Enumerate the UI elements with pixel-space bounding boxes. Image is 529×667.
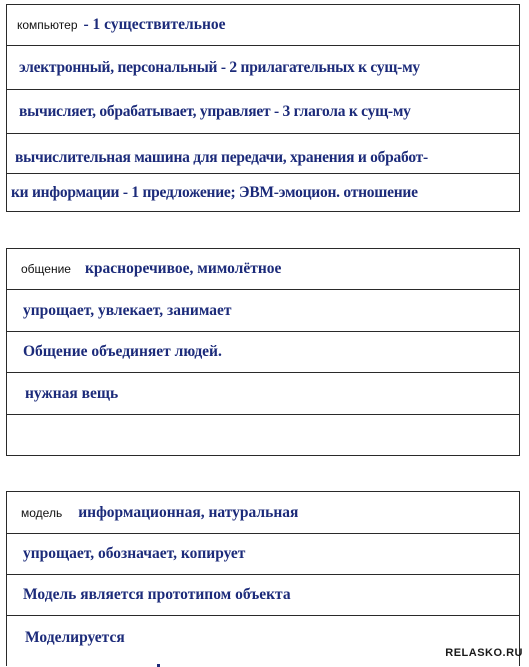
cinquain-card-computer: [6, 4, 520, 212]
verbs-text: вычисляет, обрабатывает, управляет - 3 глагола к сущ-му: [19, 102, 411, 120]
card-row-2: [7, 46, 519, 90]
cinquain-card-communication: [6, 248, 520, 456]
adjectives-text: информационная, натуральная: [78, 503, 299, 521]
card-header-word: модель: [21, 505, 63, 520]
card-header-word: компьютер: [17, 18, 78, 32]
noun-count-text: - 1 существительное: [83, 16, 226, 33]
card-row-2: [7, 534, 519, 575]
sentence-text-part2: ки информации - 1 предложение; ЭВМ-эмоцион. отношение: [11, 183, 418, 201]
card-row-5: [7, 415, 519, 457]
card-row-4: [7, 373, 519, 415]
adjectives-text: красноречивое, мимолётное: [84, 260, 282, 277]
card-row-5: [7, 174, 519, 211]
synonym-text: Моделируется: [25, 628, 125, 646]
card-row-2: [7, 290, 519, 332]
card-row-3: [7, 332, 519, 373]
verbs-text: упрощает, увлекает, занимает: [23, 301, 232, 319]
synonym-text: нужная вещь: [25, 384, 119, 402]
card-row-3: [7, 90, 519, 134]
card-row-1: [7, 5, 519, 46]
card-row-4: [7, 616, 519, 667]
card-header-word: общение: [21, 262, 71, 276]
verbs-text: упрощает, обозначает, копирует: [23, 545, 246, 562]
sentence-text: Модель является прототипом объекта: [23, 586, 291, 603]
cinquain-card-model: [6, 491, 520, 666]
site-watermark: RELASKO.RU: [445, 647, 523, 659]
adjectives-text: электронный, персональный - 2 прилагательных к сущ-му: [19, 58, 420, 76]
card-row-3: [7, 575, 519, 616]
card-row-4: [7, 134, 519, 174]
sentence-text: Общение объединяет людей.: [23, 343, 222, 360]
card-row-1: [7, 492, 519, 534]
card-row-1: [7, 249, 519, 290]
sentence-text-part1: вычислительная машина для передачи, хранения и обработ-: [15, 148, 428, 166]
